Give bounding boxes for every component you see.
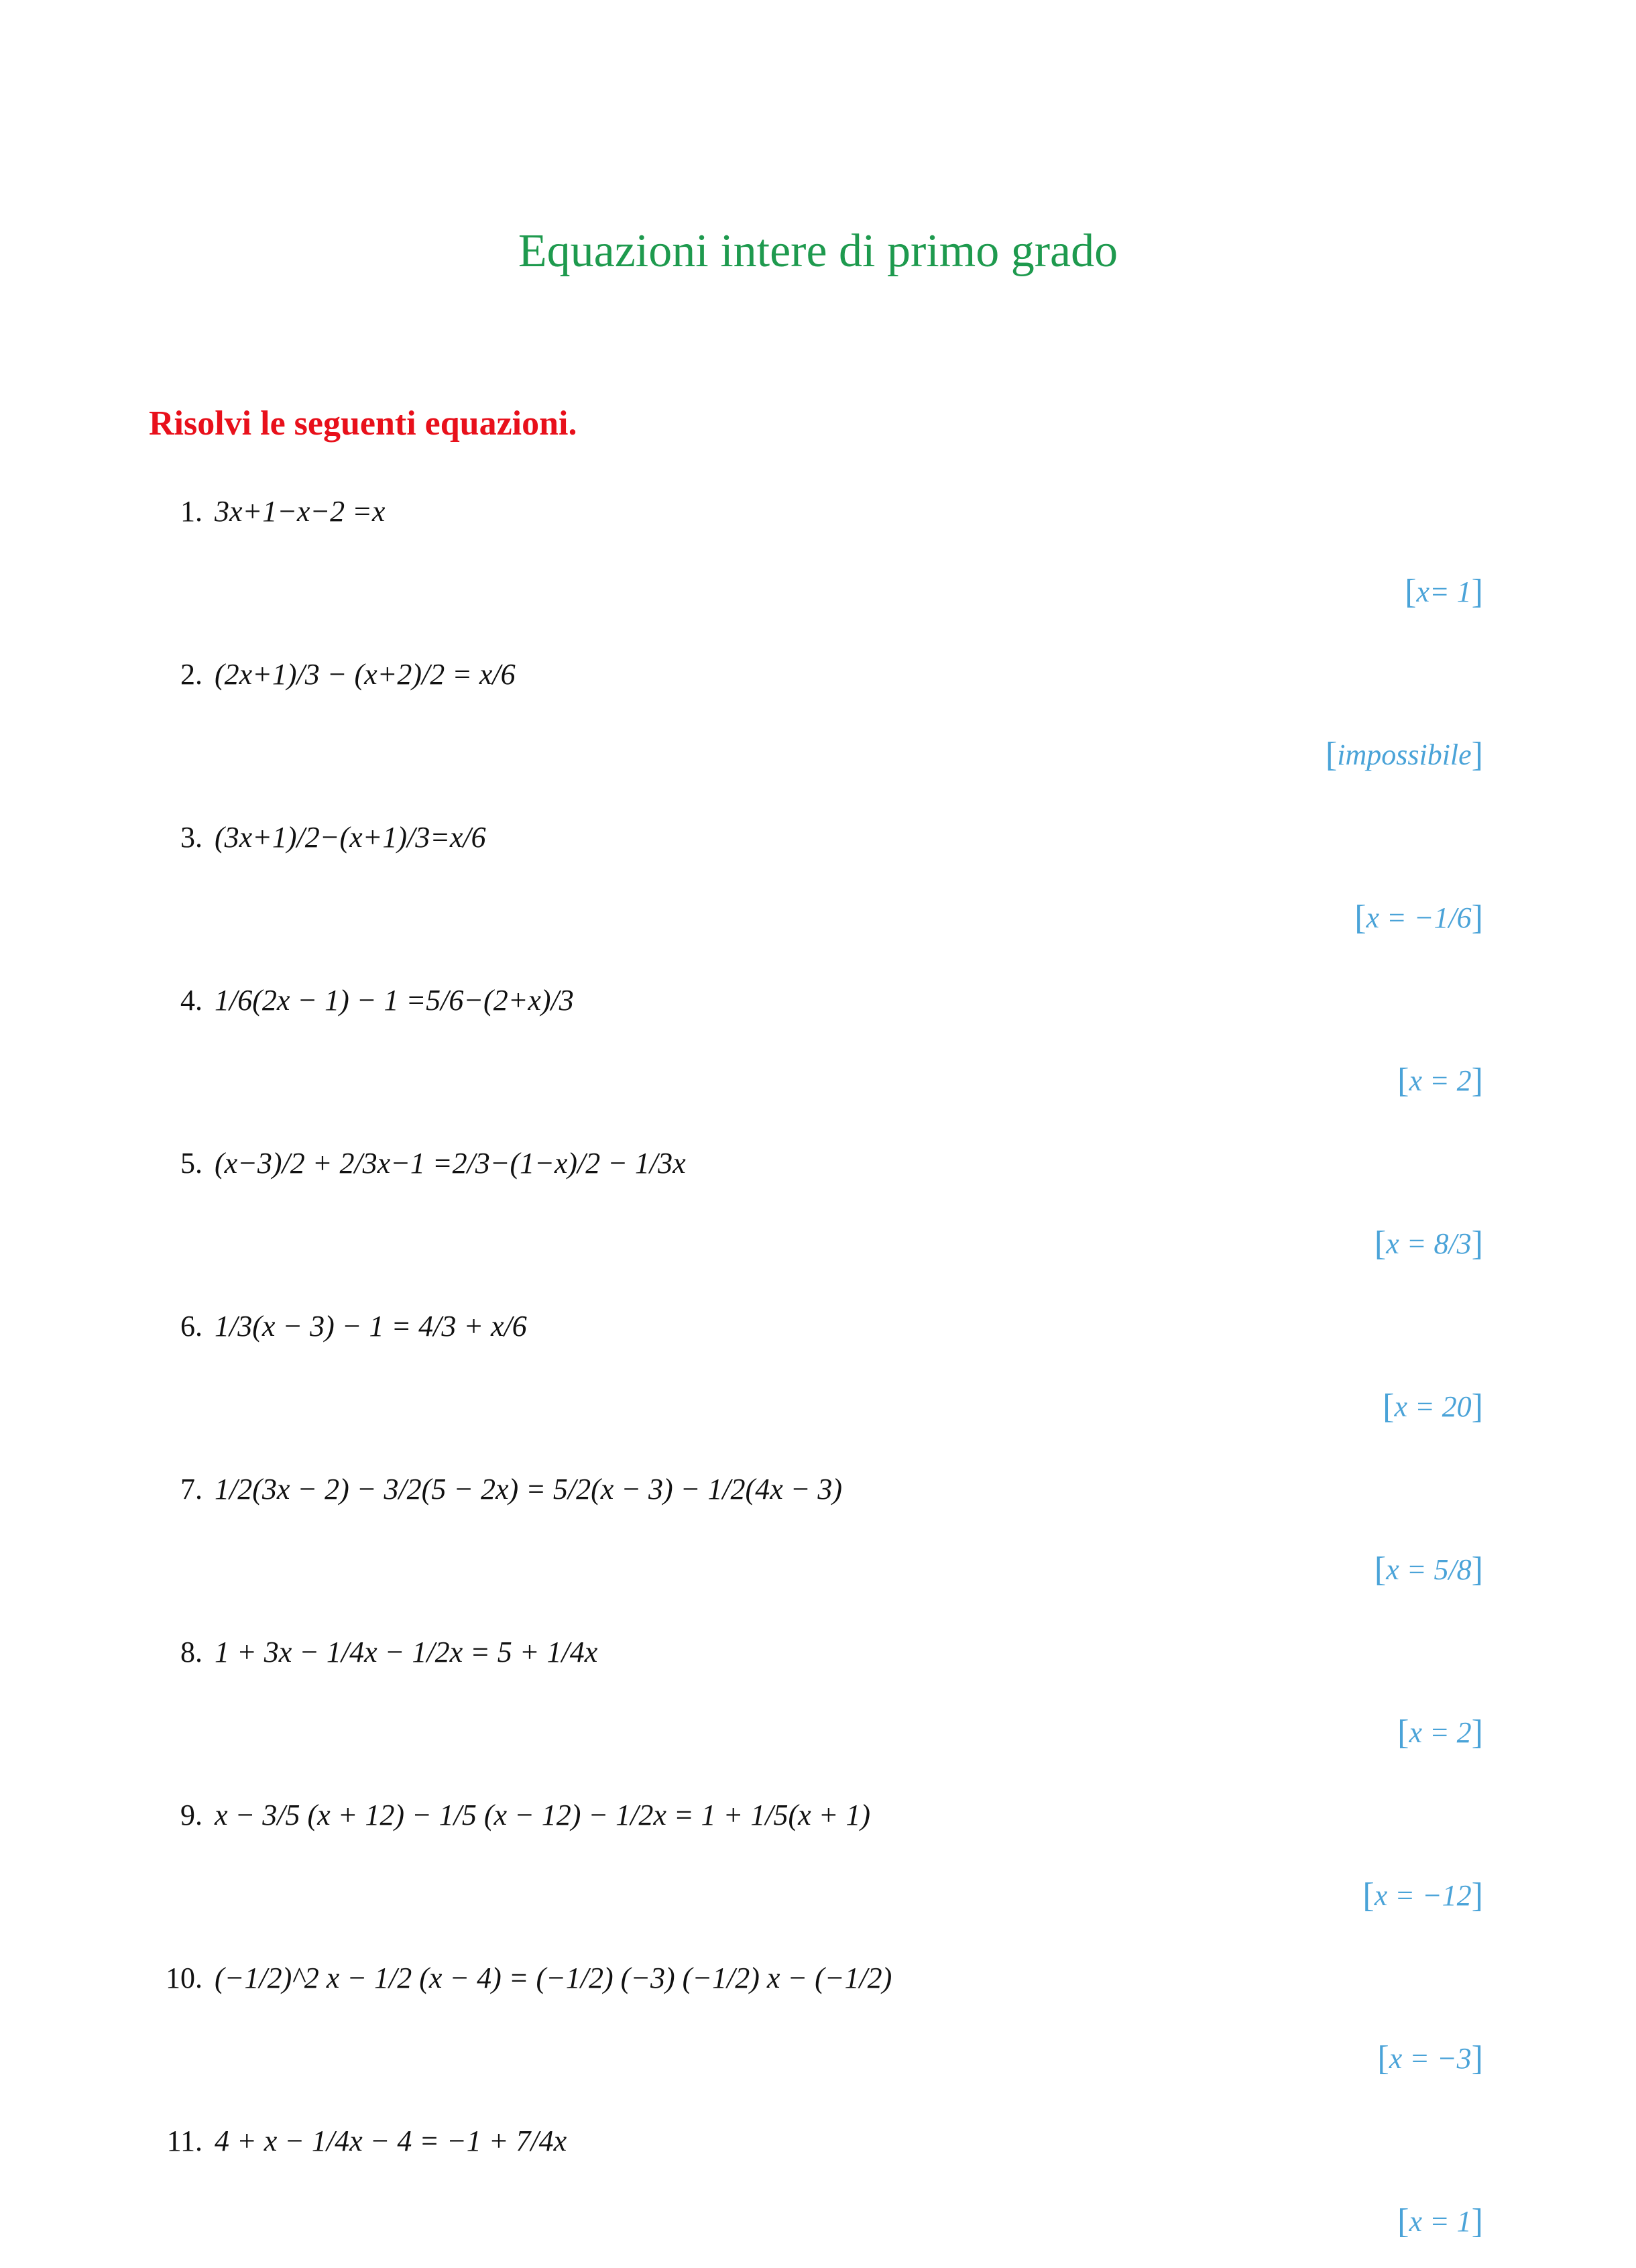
solution-close-bracket: ] xyxy=(1471,2039,1483,2078)
solution-open-bracket: [ xyxy=(1362,1876,1375,1915)
exercise-item xyxy=(0,1455,1636,1616)
exercise-equation-row xyxy=(0,966,574,1033)
solution-open-bracket: [ xyxy=(1354,898,1366,937)
exercise-item xyxy=(0,1292,1636,1453)
solution-value: x = 20 xyxy=(1394,1390,1472,1423)
solution-open-bracket: [ xyxy=(1397,2202,1409,2241)
solution-close-bracket: ] xyxy=(1471,1224,1483,1263)
exercise-equation-row xyxy=(0,1781,870,1848)
exercise-equation: 1/6(2x − 1) − 1 =5/6−(2+x)/3 xyxy=(215,983,574,1017)
solution-value: x = 5/8 xyxy=(1386,1552,1472,1586)
exercise-equation-row xyxy=(0,640,516,707)
exercise-number: 2. xyxy=(180,657,202,691)
exercise-number: 8. xyxy=(180,1635,202,1668)
exercise-item xyxy=(0,1944,1636,2105)
exercise-equation: (x−3)/2 + 2/3x−1 =2/3−(1−x)/2 − 1/3x xyxy=(215,1146,686,1180)
exercise-item xyxy=(0,1129,1636,1290)
exercise-equation: 1/3(x − 3) − 1 = 4/3 + x/6 xyxy=(215,1309,527,1343)
solution-value: x = 8/3 xyxy=(1386,1227,1472,1260)
exercise-solution xyxy=(1377,2025,1483,2092)
exercise-number: 3. xyxy=(180,820,202,854)
exercise-item xyxy=(0,1618,1636,1779)
exercise-number: 5. xyxy=(180,1146,202,1180)
solution-open-bracket: [ xyxy=(1377,2039,1389,2078)
exercise-solution xyxy=(1405,558,1483,625)
exercise-equation: 4 + x − 1/4x − 4 = −1 + 7/4x xyxy=(215,2124,567,2157)
solution-value: impossibile xyxy=(1337,738,1472,771)
exercise-equation-row xyxy=(0,1455,842,1522)
solution-close-bracket: ] xyxy=(1471,2202,1483,2241)
exercise-equation-row xyxy=(0,477,385,545)
exercise-number: 10. xyxy=(166,1961,202,1994)
exercise-equation-row xyxy=(0,803,486,870)
exercise-equation: (−1/2)^2 x − 1/2 (x − 4) = (−1/2) (−3) (−1/2) x − (−1/2) xyxy=(215,1961,892,1994)
exercise-equation-row xyxy=(0,1292,527,1359)
exercise-item xyxy=(0,640,1636,801)
exercise-equation: 1 + 3x − 1/4x − 1/2x = 5 + 1/4x xyxy=(215,1635,598,1668)
solution-close-bracket: ] xyxy=(1471,1387,1483,1426)
exercise-solution xyxy=(1326,721,1483,788)
solution-value: x = 2 xyxy=(1409,1715,1472,1749)
page-title: Equazioni intere di primo grado xyxy=(518,225,1118,277)
exercise-solution xyxy=(1397,2188,1483,2255)
exercise-item xyxy=(0,2107,1636,2268)
exercise-equation-row xyxy=(0,1944,892,2011)
exercise-solution xyxy=(1375,1210,1483,1277)
solution-close-bracket: ] xyxy=(1471,1876,1483,1915)
exercise-equation-row xyxy=(0,1129,686,1196)
exercise-number: 7. xyxy=(180,1472,202,1506)
exercise-equation: 3x+1−x−2 =x xyxy=(215,494,386,528)
exercise-number: 11. xyxy=(166,2124,202,2157)
exercise-number: 1. xyxy=(180,494,202,528)
exercise-number: 9. xyxy=(180,1798,202,1831)
solution-close-bracket: ] xyxy=(1471,735,1483,774)
solution-open-bracket: [ xyxy=(1405,572,1417,611)
exercise-equation-row xyxy=(0,2107,567,2174)
solution-open-bracket: [ xyxy=(1374,1224,1387,1263)
exercise-equation-row xyxy=(0,1618,597,1685)
exercise-solution xyxy=(1383,1373,1483,1440)
exercise-equation: (3x+1)/2−(x+1)/3=x/6 xyxy=(215,820,486,854)
solution-value: x = 2 xyxy=(1409,1064,1472,1097)
exercise-item xyxy=(0,477,1636,638)
solution-open-bracket: [ xyxy=(1325,735,1338,774)
exercise-equation: 1/2(3x − 2) − 3/2(5 − 2x) = 5/2(x − 3) − 1/2(4x − 3) xyxy=(215,1472,843,1506)
solution-open-bracket: [ xyxy=(1397,1713,1409,1752)
solution-open-bracket: [ xyxy=(1383,1387,1395,1426)
solution-open-bracket: [ xyxy=(1374,1550,1387,1589)
solution-value: x = 1 xyxy=(1409,2204,1472,2238)
exercise-item xyxy=(0,1781,1636,1942)
solution-open-bracket: [ xyxy=(1397,1061,1409,1100)
exercise-solution xyxy=(1362,1862,1483,1929)
exercise-solution xyxy=(1397,1699,1483,1766)
solution-close-bracket: ] xyxy=(1471,1713,1483,1752)
exercise-number: 4. xyxy=(180,983,202,1017)
exercise-solution xyxy=(1354,884,1483,951)
exercise-equation: (2x+1)/3 − (x+2)/2 = x/6 xyxy=(215,657,516,691)
solution-value: x= 1 xyxy=(1416,575,1472,608)
solution-close-bracket: ] xyxy=(1471,572,1483,611)
solution-close-bracket: ] xyxy=(1471,1550,1483,1589)
exercise-equation: x − 3/5 (x + 12) − 1/5 (x − 12) − 1/2x = 1 + 1/5(x + 1) xyxy=(215,1798,870,1831)
exercise-item xyxy=(0,966,1636,1127)
exercise-solution xyxy=(1397,1047,1483,1114)
exercise-item xyxy=(0,803,1636,964)
exercise-solution xyxy=(1375,1536,1483,1603)
exercise-number: 6. xyxy=(180,1309,202,1343)
section-heading: Risolvi le seguenti equazioni. xyxy=(149,404,577,443)
solution-value: x = −3 xyxy=(1389,2041,1472,2075)
solution-value: x = −12 xyxy=(1374,1878,1472,1912)
solution-close-bracket: ] xyxy=(1471,1061,1483,1100)
solution-value: x = −1/6 xyxy=(1366,901,1472,934)
solution-close-bracket: ] xyxy=(1471,898,1483,937)
